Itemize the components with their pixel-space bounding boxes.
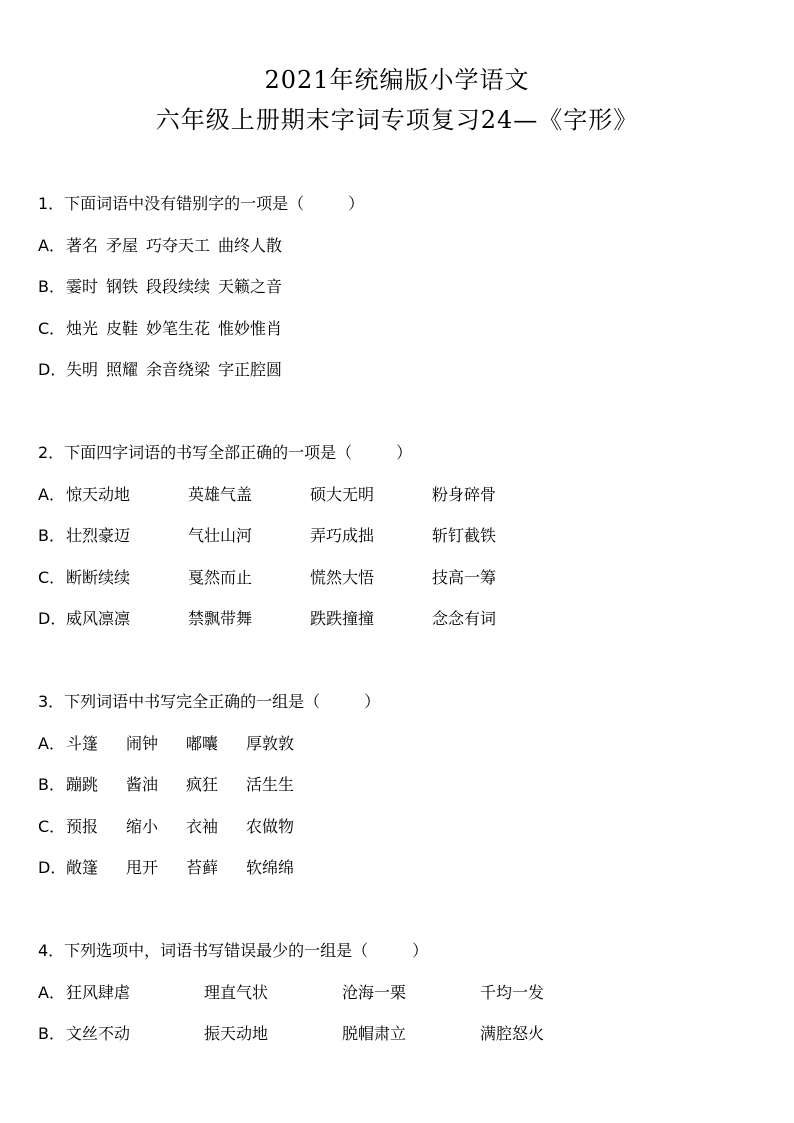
question-3 [38, 686, 758, 935]
question-1 [38, 188, 758, 437]
question-stem [38, 935, 758, 977]
option-letter: A． [38, 484, 65, 504]
option-word: 敞篷 [66, 858, 99, 877]
option-word: 苔藓 [186, 858, 219, 877]
option-word: 脱帽肃立 [342, 1024, 407, 1043]
option-c[interactable] [38, 811, 758, 853]
option-a[interactable] [38, 230, 758, 272]
option-word: 狂风肆虐 [66, 982, 131, 1002]
document-title [0, 60, 794, 140]
option-word: 跌跌撞撞 [310, 609, 375, 628]
option-word: 千均一发 [480, 982, 545, 1002]
option-word: 厚敦敦 [246, 733, 295, 753]
option-word: 气壮山河 [188, 526, 253, 545]
option-word: 戛然而止 [188, 567, 253, 587]
option-word: 活生生 [246, 775, 295, 794]
option-word: 巧夺天工 [146, 235, 211, 255]
option-word: 衣袖 [186, 816, 219, 836]
option-word: 文丝不动 [66, 1024, 131, 1043]
question-stem-text: 2．下面四字词语的书写全部正确的一项是（ [38, 443, 353, 462]
option-word: 技高一筹 [432, 567, 497, 587]
option-word: 英雄气盖 [188, 484, 253, 504]
option-word: 皮鞋 [106, 318, 139, 338]
option-word: 满腔怒火 [480, 1024, 545, 1043]
option-a[interactable] [38, 977, 758, 1019]
option-letter: B． [38, 1024, 65, 1043]
option-letter: D． [38, 609, 67, 628]
option-word: 闹钟 [126, 733, 159, 753]
option-word: 缩小 [126, 816, 159, 836]
option-word: 矛屋 [106, 235, 139, 255]
option-word: 振天动地 [204, 1024, 269, 1043]
option-b[interactable] [38, 769, 758, 811]
option-word: 嘟囔 [186, 733, 219, 753]
option-word: 天籁之音 [218, 277, 283, 296]
option-letter: A． [38, 235, 65, 255]
option-letter: C． [38, 318, 66, 338]
option-letter: D． [38, 360, 67, 379]
option-word: 预报 [66, 816, 99, 836]
option-c[interactable] [38, 562, 758, 604]
answer-paren-close: ） [348, 194, 365, 213]
option-word: 慌然大悟 [310, 567, 375, 587]
option-word: 烛光 [66, 318, 99, 338]
option-word: 断断续续 [66, 567, 131, 587]
option-word: 弄巧成拙 [310, 526, 375, 545]
option-word: 段段续续 [146, 277, 211, 296]
option-letter: A． [38, 733, 65, 753]
option-word: 霎时 [66, 277, 99, 296]
question-stem [38, 188, 758, 230]
option-word: 著名 [66, 235, 99, 255]
option-word: 惟妙惟肖 [218, 318, 283, 338]
option-word: 硕大无明 [310, 484, 375, 504]
option-d[interactable] [38, 852, 758, 894]
option-word: 斩钉截铁 [432, 526, 497, 545]
option-d[interactable] [38, 603, 758, 645]
option-word: 曲终人散 [218, 235, 283, 255]
question-2 [38, 437, 758, 686]
question-stem-text: 3．下列词语中书写完全正确的一组是（ [38, 692, 321, 711]
question-4 [38, 935, 758, 1060]
option-letter: B． [38, 526, 65, 545]
option-b[interactable] [38, 271, 758, 313]
answer-paren-close: ） [396, 443, 413, 462]
option-letter: C． [38, 816, 66, 836]
option-letter: B． [38, 277, 65, 296]
option-word: 字正腔圆 [218, 360, 283, 379]
option-letter: D． [38, 858, 67, 877]
answer-paren-close: ） [364, 692, 381, 711]
option-d[interactable] [38, 354, 758, 396]
option-letter: C． [38, 567, 66, 587]
title-line-2: 六年级上册期末字词专项复习24—《字形》 [155, 106, 639, 134]
option-word: 念念有词 [432, 609, 497, 628]
option-word: 疯狂 [186, 775, 219, 794]
option-word: 理直气状 [204, 982, 269, 1002]
option-letter: B． [38, 775, 65, 794]
option-word: 沧海一栗 [342, 982, 407, 1002]
option-word: 禁飘带舞 [188, 609, 253, 628]
option-word: 农做物 [246, 816, 295, 836]
option-a[interactable] [38, 479, 758, 521]
option-word: 威风凛凛 [66, 609, 131, 628]
option-word: 粉身碎骨 [432, 484, 497, 504]
question-stem [38, 686, 758, 728]
question-stem [38, 437, 758, 479]
option-word: 失明 [66, 360, 99, 379]
option-word: 酱油 [126, 775, 159, 794]
option-c[interactable] [38, 313, 758, 355]
question-stem-text: 1．下面词语中没有错别字的一项是（ [38, 194, 305, 213]
option-word: 壮烈豪迈 [66, 526, 131, 545]
option-letter: A． [38, 982, 65, 1002]
option-word: 蹦跳 [66, 775, 99, 794]
question-stem-text: 4．下列选项中，词语书写错误最少的一组是（ [38, 941, 369, 960]
option-word: 余音绕梁 [146, 360, 211, 379]
option-word: 惊天动地 [66, 484, 131, 504]
option-word: 软绵绵 [246, 858, 295, 877]
option-b[interactable] [38, 1018, 758, 1060]
option-word: 照耀 [106, 360, 139, 379]
option-word: 甩开 [126, 858, 159, 877]
option-b[interactable] [38, 520, 758, 562]
option-word: 斗篷 [66, 733, 99, 753]
option-word: 妙笔生花 [146, 318, 211, 338]
answer-paren-close: ） [412, 941, 429, 960]
option-word: 钢铁 [106, 277, 139, 296]
option-a[interactable] [38, 728, 758, 770]
title-line-1: 2021年统编版小学语文 [264, 66, 530, 94]
question-list [38, 188, 758, 1060]
